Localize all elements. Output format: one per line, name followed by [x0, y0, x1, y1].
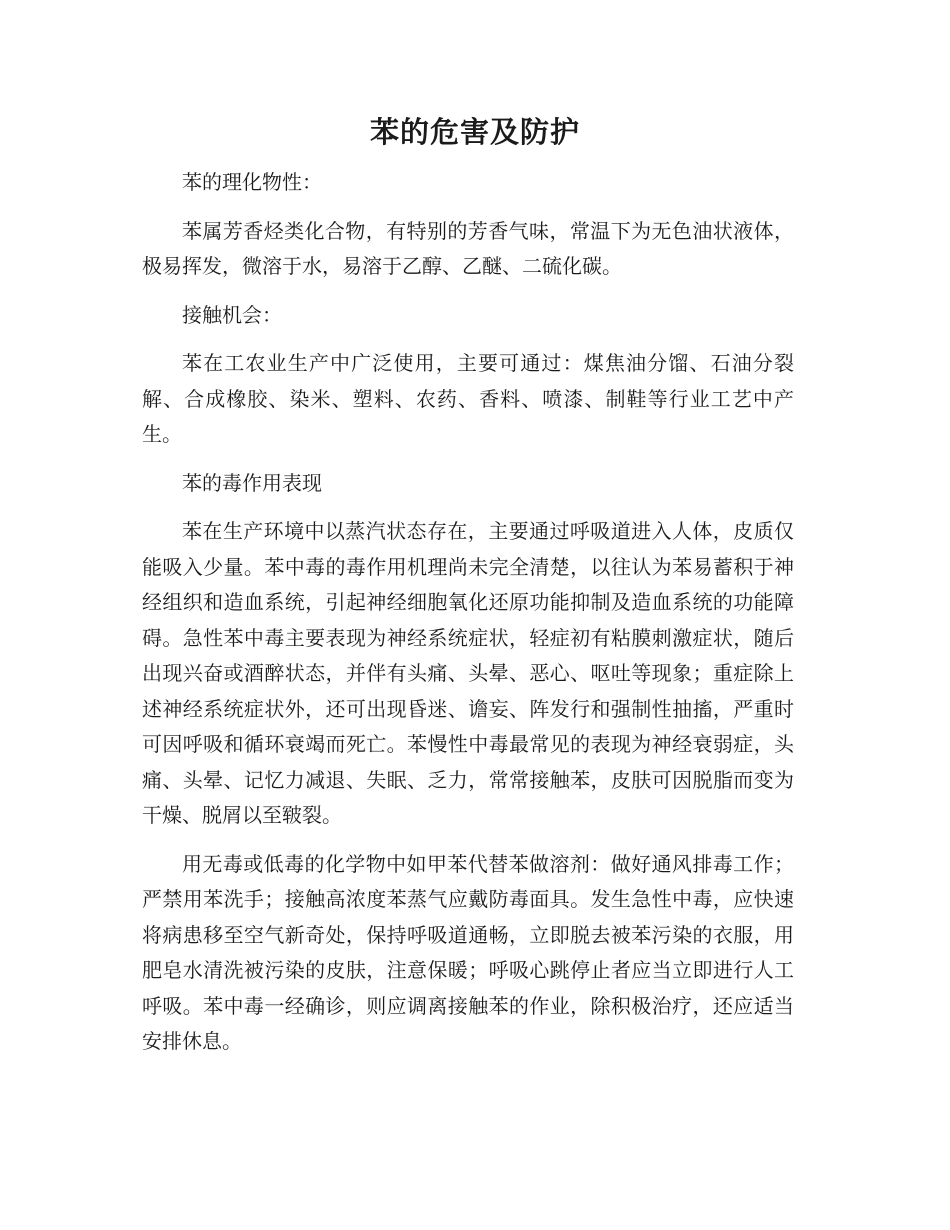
section-heading-properties: 苯的理化物性： [182, 170, 322, 194]
paragraph-protection: 用无毒或低毒的化学物中如甲苯代替苯做溶剂：做好通风排毒工作；严禁用苯洗手；接触高浓度苯蒸气应戴防毒面具。发生急性中毒，应快速将病患移至空气新奇处，保持呼吸道通畅，立即脱去被苯污染的衣服，用肥皂水清洗被污染的皮肤，注意保暖；呼吸心跳停止者应当立即进行人工呼吸。苯中毒一经确诊，则应调离接触苯的作业，除积极治疗，还应适当安排休息。 [142, 851, 794, 1053]
paragraph-toxicity: 苯在生产环境中以蒸汽状态存在，主要通过呼吸道进入人体，皮质仅能吸入少量。苯中毒的毒作用机理尚未完全清楚，以往认为苯易蓄积于神经组织和造血系统，引起神经细胞氧化还原功能抑制及造血系统的功能障碍。急性苯中毒主要表现为神经系统症状，轻症初有粘膜刺激症状，随后出现兴奋或酒醉状态，并伴有头痛、头晕、恶心、呕吐等现象；重症除上述神经系统症状外，还可出现昏迷、谵妄、阵发行和强制性抽搐，严重时可因呼吸和循环衰竭而死亡。苯慢性中毒最常见的表现为神经衰弱症，头痛、头晕、记忆力减退、失眠、乏力，常常接触苯，皮肤可因脱脂而变为干燥、脱屑以至皲裂。 [142, 519, 794, 827]
section-heading-toxicity: 苯的毒作用表现 [182, 470, 322, 495]
document-title: 苯的危害及防护 [369, 115, 580, 149]
section-heading-exposure: 接触机会： [182, 302, 282, 327]
document-body [142, 165, 794, 1073]
paragraph-exposure: 苯在工农业生产中广泛使用，主要可通过：煤焦油分馏、石油分裂解、合成橡胶、染米、塑料、农药、香料、喷漆、制鞋等行业工艺中产生。 [142, 351, 794, 446]
paragraph-properties: 苯属芳香烃类化合物，有特别的芳香气味，常温下为无色油状液体，极易挥发，微溶于水，易溶于乙醇、乙醚、二硫化碳。 [142, 218, 794, 278]
